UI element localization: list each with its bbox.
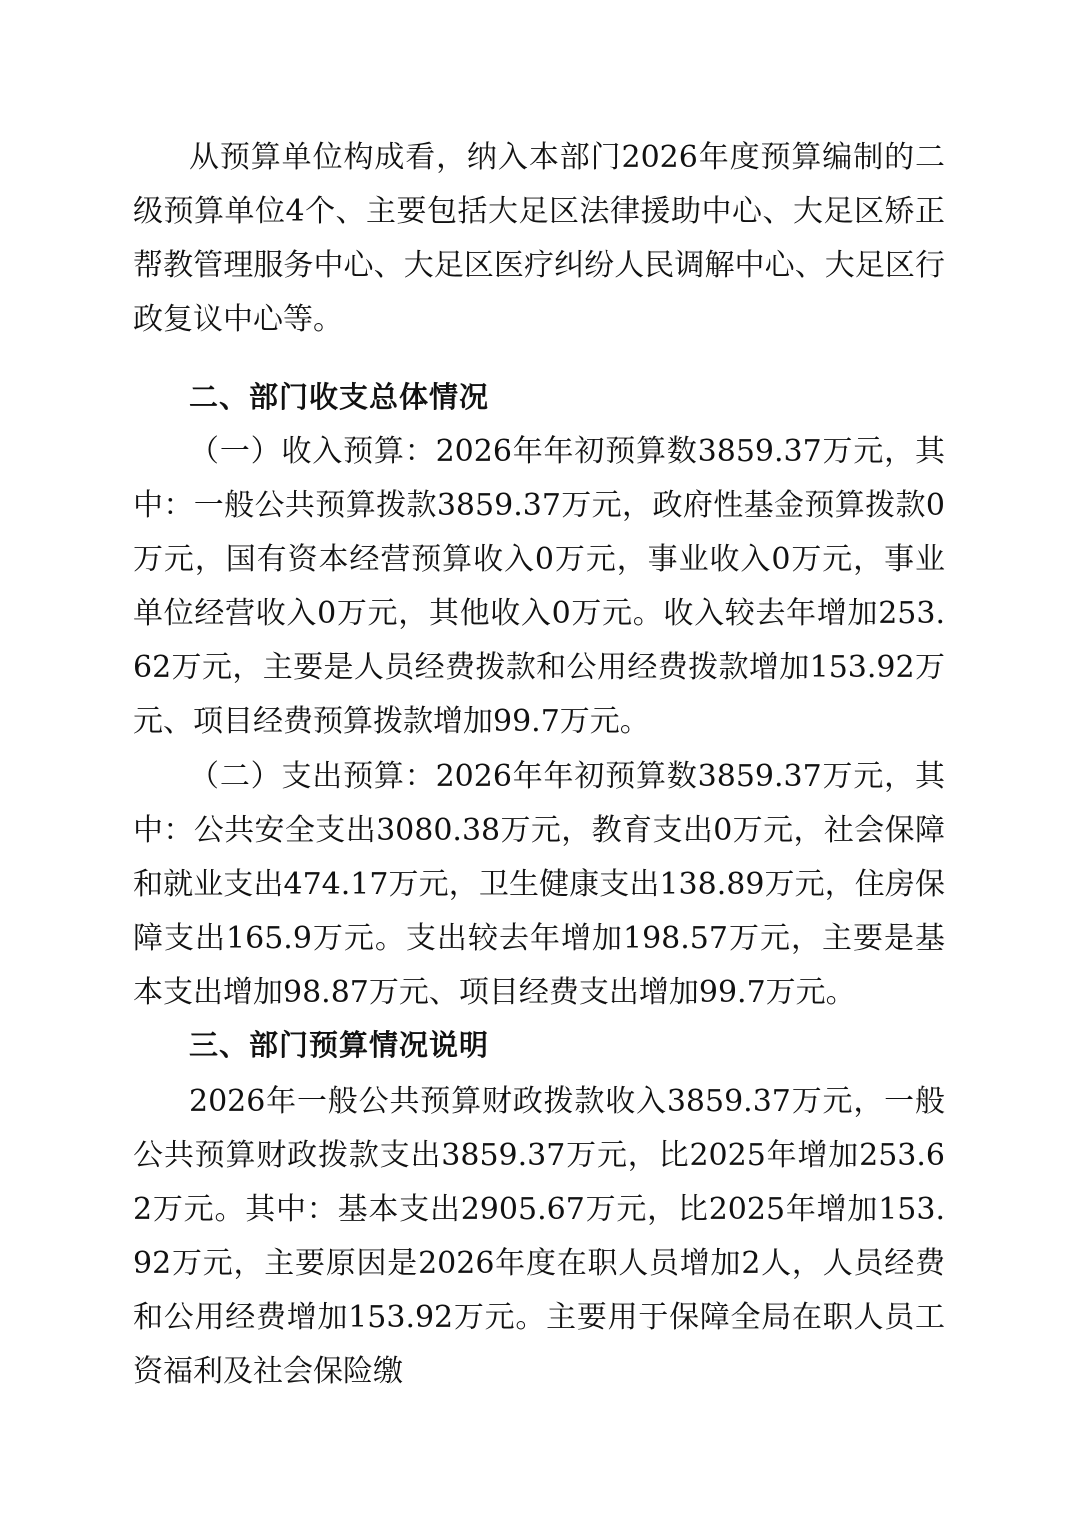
expense-budget-paragraph: （二）支出预算：2026年年初预算数3859.37万元，其中：公共安全支出3080.38万元，教育支出0万元，社会保障和就业支出474.17万元，卫生健康支出138.89万元，住房保障支出165.9万元。支出较去年增加198.57万元，主要是基本支出增加98.87万元、项目经费支出增加99.7万元。 [133, 759, 945, 1010]
section-heading-budget-notes-text: 三、部门预算情况说明 [189, 1028, 490, 1062]
section-heading-budget-notes [189, 1025, 489, 1065]
section-heading-overall [189, 377, 489, 417]
budget-explanation-paragraph: 2026年一般公共预算财政拨款收入3859.37万元，一般公共预算财政拨款支出3859.37万元，比2025年增加253.62万元。其中：基本支出2905.67万元，比2025年增加153.92万元，主要原因是2026年度在职人员增加2人，人员经费和公用经费增加153.92万元。主要用于保障全局在职人员工资福利及社会保险缴 [133, 1084, 945, 1389]
budget-units-paragraph: 从预算单位构成看，纳入本部门2026年度预算编制的二级预算单位4个、主要包括大足区法律援助中心、大足区矫正帮教管理服务中心、大足区医疗纠纷人民调解中心、大足区行政复议中心等。 [133, 140, 945, 337]
income-budget-paragraph: （一）收入预算：2026年年初预算数3859.37万元，其中：一般公共预算拨款3859.37万元，政府性基金预算拨款0万元，国有资本经营预算收入0万元，事业收入0万元，事业单位经营收入0万元，其他收入0万元。收入较去年增加253.62万元，主要是人员经费拨款和公用经费拨款增加153.92万元、项目经费预算拨款增加99.7万元。 [133, 434, 945, 739]
section-heading-overall-text: 二、部门收支总体情况 [189, 380, 490, 414]
